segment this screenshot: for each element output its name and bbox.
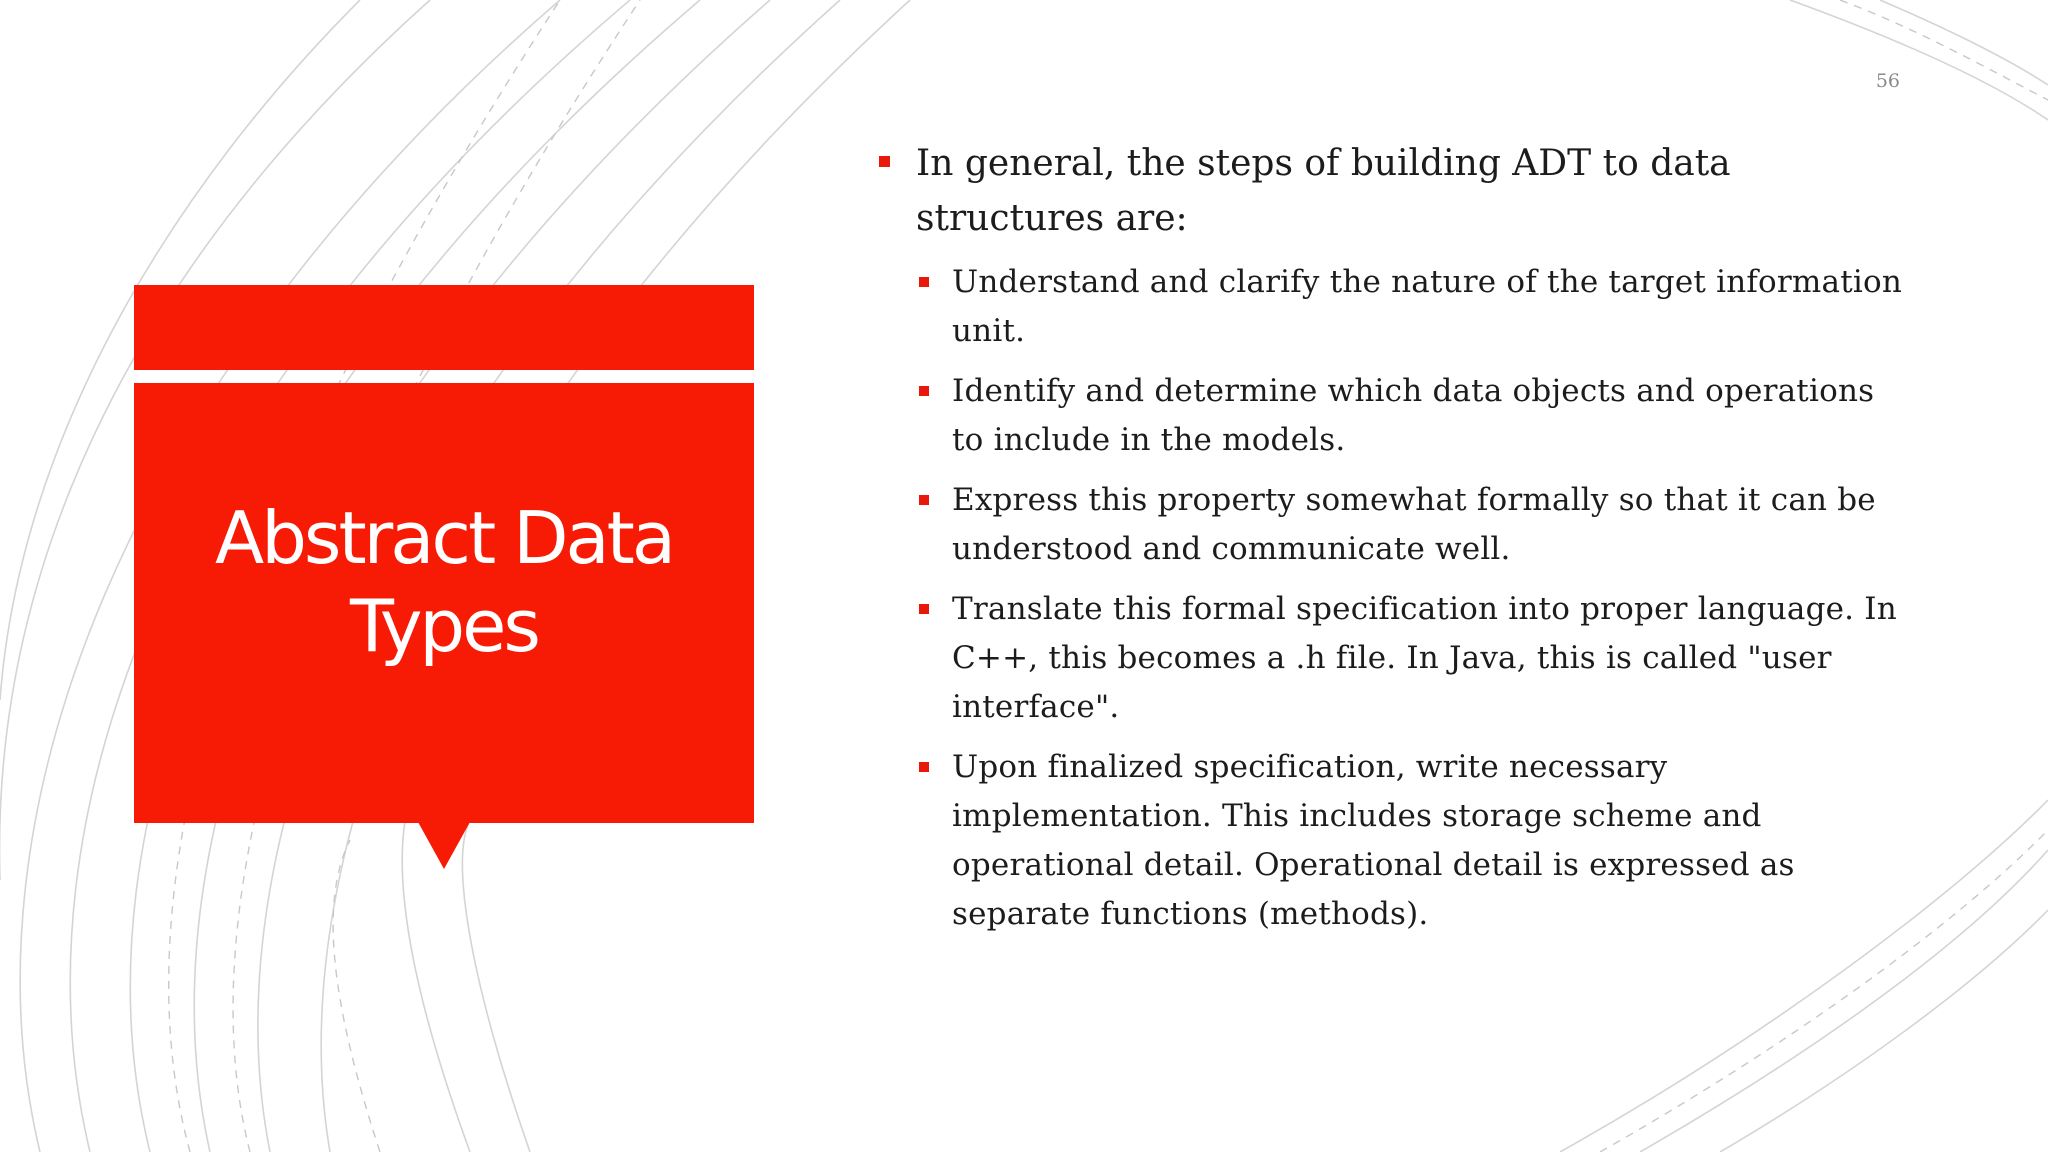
title-box-pointer — [418, 822, 470, 869]
sub-bullet-item — [916, 258, 1914, 356]
square-bullet-icon — [879, 156, 890, 167]
sub-bullet-text: Express this property somewhat formally so that it can be understood and communicate well. — [952, 482, 1876, 567]
square-bullet-icon — [919, 495, 929, 505]
square-bullet-icon — [919, 604, 929, 614]
square-bullet-icon — [919, 386, 929, 396]
square-bullet-icon — [919, 277, 929, 287]
title-box — [134, 383, 754, 823]
main-bullet-text: In general, the steps of building ADT to data structures are: — [916, 143, 1731, 239]
square-bullet-icon — [919, 762, 929, 772]
sub-bullet-list — [916, 258, 1914, 939]
slide-number: 56 — [1875, 70, 1900, 92]
sub-bullet-item — [916, 367, 1914, 465]
title-accent-bar — [134, 285, 754, 370]
slide-title: Abstract Data Types — [214, 496, 674, 668]
sub-bullet-text: Upon finalized specification, write necessary implementation. This includes storage scheme and operational detail. Operational detail is expressed as separate functions (methods). — [952, 749, 1795, 932]
sub-bullet-item — [916, 585, 1914, 732]
sub-bullet-item — [916, 743, 1914, 939]
sub-bullet-text: Translate this formal specification into proper language. In C++, this becomes a .h file. In Java, this is called "user interface". — [952, 591, 1897, 725]
sub-bullet-text: Understand and clarify the nature of the target information unit. — [952, 264, 1902, 349]
slide-content — [874, 136, 1914, 950]
sub-bullet-item — [916, 476, 1914, 574]
main-bullet — [874, 136, 1914, 246]
sub-bullet-text: Identify and determine which data objects and operations to include in the models. — [952, 373, 1875, 458]
